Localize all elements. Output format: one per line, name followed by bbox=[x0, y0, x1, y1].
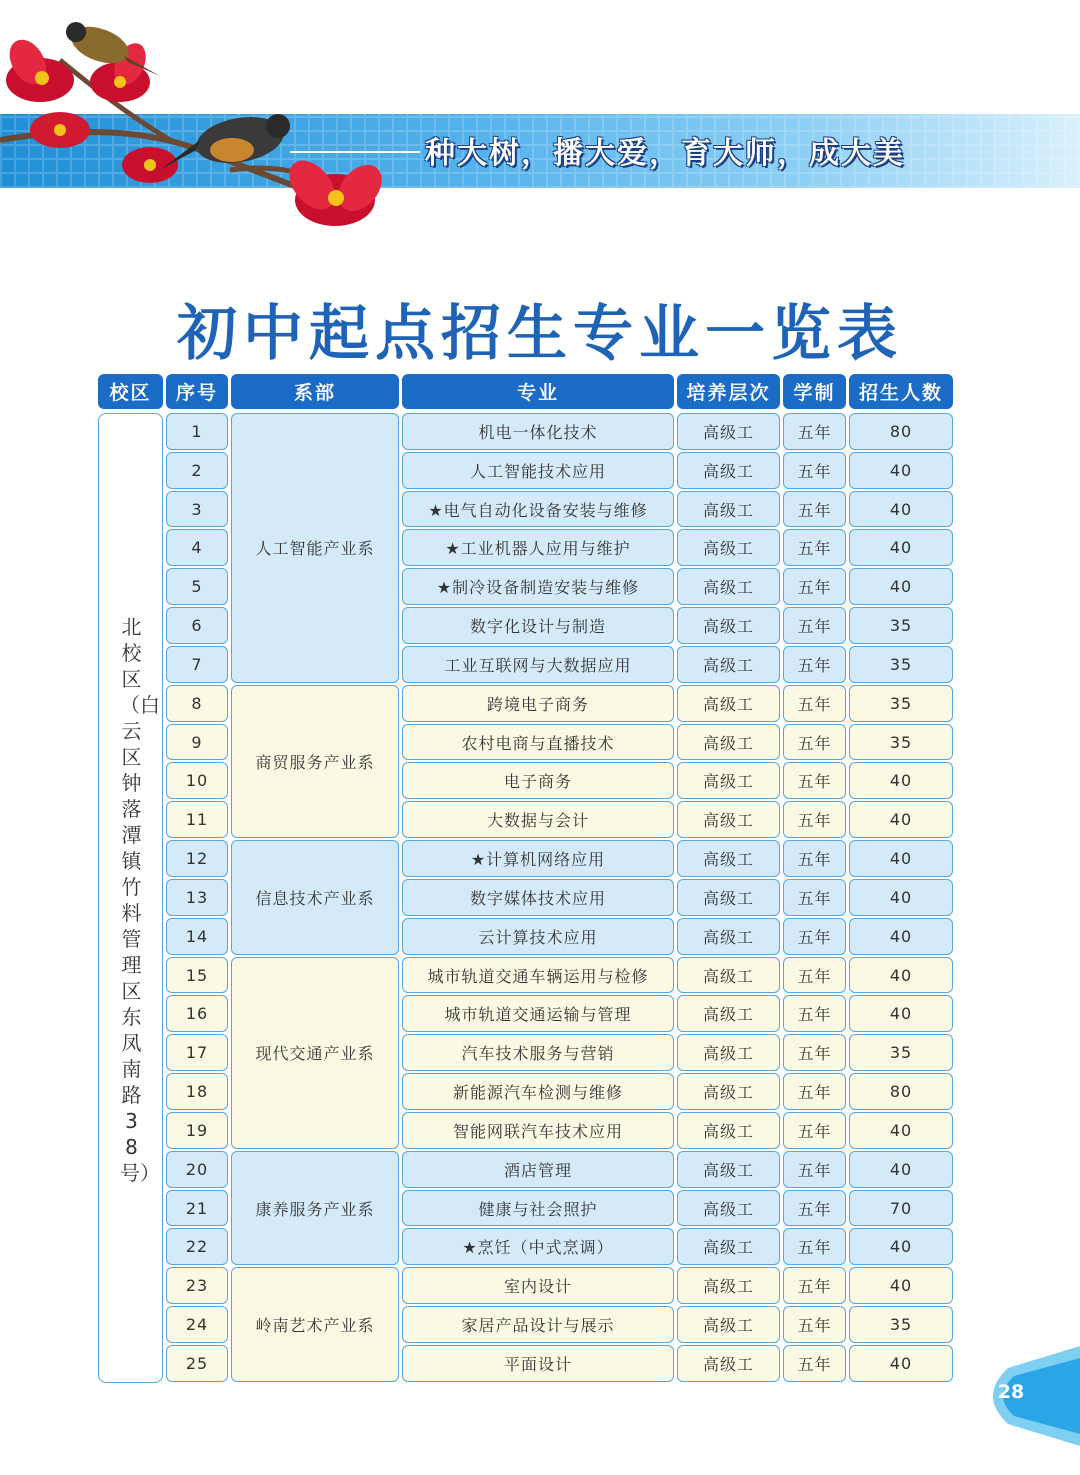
row-duration: 五年 bbox=[783, 646, 846, 683]
row-quota: 40 bbox=[849, 1112, 953, 1149]
row-duration: 五年 bbox=[783, 1073, 846, 1110]
row-number: 1 bbox=[166, 413, 228, 450]
row-duration: 五年 bbox=[783, 1267, 846, 1304]
row-quota: 35 bbox=[849, 724, 953, 761]
row-major: 汽车技术服务与营销 bbox=[402, 1034, 674, 1071]
row-major: 云计算技术应用 bbox=[402, 918, 674, 955]
row-level: 高级工 bbox=[677, 529, 780, 566]
row-level: 高级工 bbox=[677, 685, 780, 722]
row-duration: 五年 bbox=[783, 1190, 846, 1227]
flower-bird-illustration bbox=[0, 0, 470, 250]
header-level: 培养层次 bbox=[677, 374, 780, 409]
flower-icon bbox=[122, 147, 178, 183]
row-number: 9 bbox=[166, 724, 228, 761]
row-level: 高级工 bbox=[677, 724, 780, 761]
row-major: 城市轨道交通车辆运用与检修 bbox=[402, 957, 674, 994]
row-level: 高级工 bbox=[677, 879, 780, 916]
row-major: 酒店管理 bbox=[402, 1151, 674, 1188]
row-major: 数字媒体技术应用 bbox=[402, 879, 674, 916]
row-quota: 40 bbox=[849, 995, 953, 1032]
row-duration: 五年 bbox=[783, 685, 846, 722]
row-number: 2 bbox=[166, 452, 228, 489]
row-level: 高级工 bbox=[677, 918, 780, 955]
row-major: 电子商务 bbox=[402, 762, 674, 799]
department-cell: 人工智能产业系 bbox=[231, 413, 399, 683]
row-quota: 40 bbox=[849, 957, 953, 994]
department-cell: 康养服务产业系 bbox=[231, 1151, 399, 1265]
row-duration: 五年 bbox=[783, 840, 846, 877]
row-number: 23 bbox=[166, 1267, 228, 1304]
row-major: 平面设计 bbox=[402, 1345, 674, 1382]
row-number: 18 bbox=[166, 1073, 228, 1110]
row-duration: 五年 bbox=[783, 452, 846, 489]
row-number: 17 bbox=[166, 1034, 228, 1071]
page-number-tab bbox=[978, 1346, 1080, 1446]
row-level: 高级工 bbox=[677, 762, 780, 799]
row-number: 6 bbox=[166, 607, 228, 644]
row-quota: 40 bbox=[849, 840, 953, 877]
row-duration: 五年 bbox=[783, 491, 846, 528]
header-number: 序号 bbox=[166, 374, 228, 409]
row-major: ★工业机器人应用与维护 bbox=[402, 529, 674, 566]
row-duration: 五年 bbox=[783, 1151, 846, 1188]
header-campus: 校区 bbox=[98, 374, 163, 409]
campus-cell bbox=[98, 413, 163, 1383]
row-quota: 40 bbox=[849, 452, 953, 489]
row-duration: 五年 bbox=[783, 995, 846, 1032]
row-duration: 五年 bbox=[783, 568, 846, 605]
row-duration: 五年 bbox=[783, 957, 846, 994]
row-level: 高级工 bbox=[677, 646, 780, 683]
row-level: 高级工 bbox=[677, 995, 780, 1032]
row-level: 高级工 bbox=[677, 840, 780, 877]
header-quota: 招生人数 bbox=[849, 374, 953, 409]
header-department: 系部 bbox=[231, 374, 399, 409]
row-quota: 35 bbox=[849, 607, 953, 644]
row-duration: 五年 bbox=[783, 762, 846, 799]
flower-icon bbox=[30, 112, 90, 148]
row-level: 高级工 bbox=[677, 1306, 780, 1343]
row-level: 高级工 bbox=[677, 1073, 780, 1110]
row-level: 高级工 bbox=[677, 491, 780, 528]
row-number: 5 bbox=[166, 568, 228, 605]
row-number: 7 bbox=[166, 646, 228, 683]
row-number: 14 bbox=[166, 918, 228, 955]
row-level: 高级工 bbox=[677, 1034, 780, 1071]
row-duration: 五年 bbox=[783, 724, 846, 761]
row-major: 智能网联汽车技术应用 bbox=[402, 1112, 674, 1149]
row-duration: 五年 bbox=[783, 1034, 846, 1071]
row-number: 3 bbox=[166, 491, 228, 528]
row-level: 高级工 bbox=[677, 413, 780, 450]
row-number: 24 bbox=[166, 1306, 228, 1343]
flower-icon bbox=[2, 33, 74, 102]
slogan: 种大树，播大爱，育大师，成大美 bbox=[425, 136, 905, 171]
row-level: 高级工 bbox=[677, 568, 780, 605]
row-duration: 五年 bbox=[783, 1228, 846, 1265]
row-quota: 80 bbox=[849, 1073, 953, 1110]
row-level: 高级工 bbox=[677, 1151, 780, 1188]
row-quota: 35 bbox=[849, 646, 953, 683]
row-major: ★制冷设备制造安装与维修 bbox=[402, 568, 674, 605]
row-major: 数字化设计与制造 bbox=[402, 607, 674, 644]
campus-name: 北校区（白云区钟落潭镇竹料管理区东凤南路38号） bbox=[120, 615, 160, 1185]
row-major: ★烹饪（中式烹调） bbox=[402, 1228, 674, 1265]
row-duration: 五年 bbox=[783, 1306, 846, 1343]
row-major: 新能源汽车检测与维修 bbox=[402, 1073, 674, 1110]
row-number: 19 bbox=[166, 1112, 228, 1149]
row-major: 农村电商与直播技术 bbox=[402, 724, 674, 761]
row-number: 8 bbox=[166, 685, 228, 722]
row-major: 城市轨道交通运输与管理 bbox=[402, 995, 674, 1032]
page-title: 初中起点招生专业一览表 bbox=[177, 299, 903, 369]
row-number: 12 bbox=[166, 840, 228, 877]
department-cell: 现代交通产业系 bbox=[231, 957, 399, 1149]
row-quota: 40 bbox=[849, 1267, 953, 1304]
header-major: 专业 bbox=[402, 374, 674, 409]
row-quota: 40 bbox=[849, 1345, 953, 1382]
row-duration: 五年 bbox=[783, 801, 846, 838]
row-quota: 35 bbox=[849, 1034, 953, 1071]
header-duration: 学制 bbox=[783, 374, 846, 409]
row-duration: 五年 bbox=[783, 918, 846, 955]
row-level: 高级工 bbox=[677, 1190, 780, 1227]
row-quota: 40 bbox=[849, 801, 953, 838]
row-quota: 35 bbox=[849, 1306, 953, 1343]
row-level: 高级工 bbox=[677, 607, 780, 644]
row-duration: 五年 bbox=[783, 1112, 846, 1149]
row-number: 16 bbox=[166, 995, 228, 1032]
row-major: 健康与社会照护 bbox=[402, 1190, 674, 1227]
row-duration: 五年 bbox=[783, 529, 846, 566]
row-level: 高级工 bbox=[677, 801, 780, 838]
row-level: 高级工 bbox=[677, 1228, 780, 1265]
row-number: 11 bbox=[166, 801, 228, 838]
row-number: 22 bbox=[166, 1228, 228, 1265]
row-number: 13 bbox=[166, 879, 228, 916]
row-quota: 40 bbox=[849, 491, 953, 528]
row-quota: 40 bbox=[849, 1228, 953, 1265]
row-major: ★电气自动化设备安装与维修 bbox=[402, 491, 674, 528]
row-duration: 五年 bbox=[783, 1345, 846, 1382]
row-number: 25 bbox=[166, 1345, 228, 1382]
row-major: 家居产品设计与展示 bbox=[402, 1306, 674, 1343]
row-major: 大数据与会计 bbox=[402, 801, 674, 838]
department-cell: 商贸服务产业系 bbox=[231, 685, 399, 838]
row-number: 20 bbox=[166, 1151, 228, 1188]
row-major: 工业互联网与大数据应用 bbox=[402, 646, 674, 683]
department-cell: 信息技术产业系 bbox=[231, 840, 399, 954]
row-quota: 40 bbox=[849, 1151, 953, 1188]
row-level: 高级工 bbox=[677, 452, 780, 489]
row-level: 高级工 bbox=[677, 1112, 780, 1149]
row-level: 高级工 bbox=[677, 1345, 780, 1382]
row-quota: 80 bbox=[849, 413, 953, 450]
row-major: 室内设计 bbox=[402, 1267, 674, 1304]
flower-icon bbox=[280, 152, 390, 226]
row-major: ★计算机网络应用 bbox=[402, 840, 674, 877]
department-cell: 岭南艺术产业系 bbox=[231, 1267, 399, 1381]
row-quota: 40 bbox=[849, 918, 953, 955]
row-number: 21 bbox=[166, 1190, 228, 1227]
page-number: 28 bbox=[997, 1381, 1025, 1403]
row-level: 高级工 bbox=[677, 957, 780, 994]
row-quota: 70 bbox=[849, 1190, 953, 1227]
row-number: 4 bbox=[166, 529, 228, 566]
row-quota: 40 bbox=[849, 568, 953, 605]
row-duration: 五年 bbox=[783, 413, 846, 450]
row-quota: 40 bbox=[849, 762, 953, 799]
row-number: 15 bbox=[166, 957, 228, 994]
row-number: 10 bbox=[166, 762, 228, 799]
row-major: 跨境电子商务 bbox=[402, 685, 674, 722]
row-duration: 五年 bbox=[783, 607, 846, 644]
row-major: 机电一体化技术 bbox=[402, 413, 674, 450]
row-duration: 五年 bbox=[783, 879, 846, 916]
row-major: 人工智能技术应用 bbox=[402, 452, 674, 489]
row-quota: 35 bbox=[849, 685, 953, 722]
row-level: 高级工 bbox=[677, 1267, 780, 1304]
row-quota: 40 bbox=[849, 879, 953, 916]
row-quota: 40 bbox=[849, 529, 953, 566]
